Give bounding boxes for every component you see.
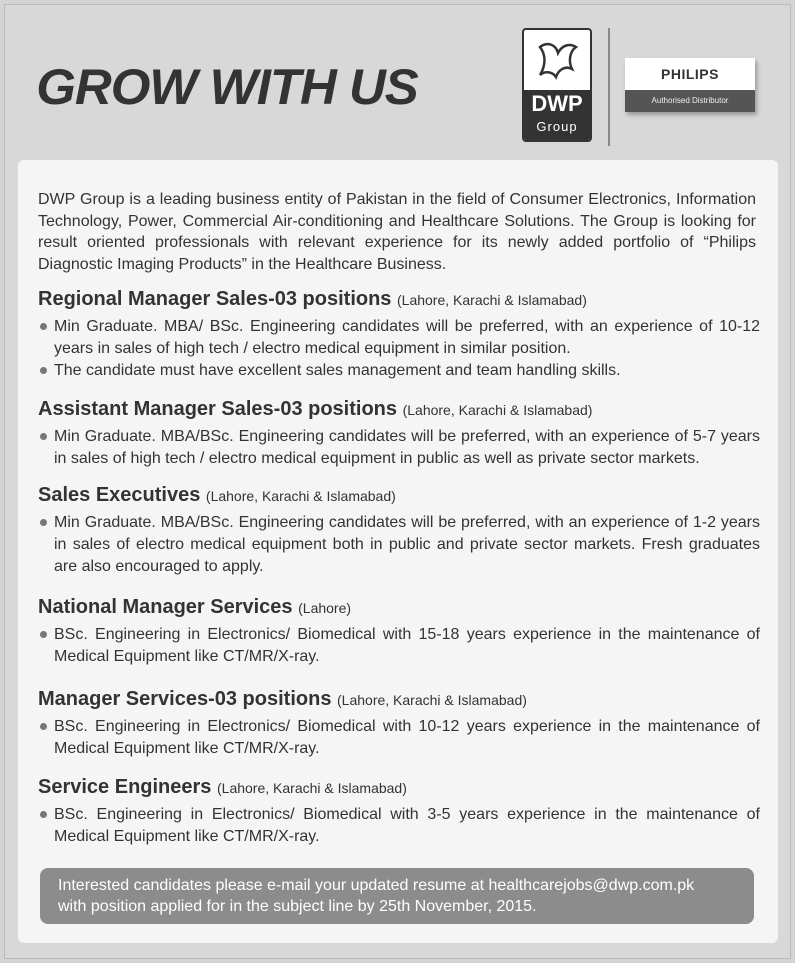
position-location: (Lahore, Karachi & Islamabad) (205, 488, 396, 504)
position-name: Sales Executives (38, 484, 201, 506)
dwp-emblem-icon (524, 30, 590, 90)
position-title (38, 286, 760, 313)
footer-line-2: with position applied for in the subject line by 25th November, 2015. (58, 898, 537, 915)
position-title (38, 686, 760, 713)
dwp-logo (522, 28, 592, 142)
requirement-text: BSc. Engineering in Electronics/ Biomedical with 10-12 years experience in the maintenance of Medical Equipment like CT/MR/X-ray. (54, 718, 760, 757)
position-name: Regional Manager Sales-03 positions (38, 288, 392, 310)
requirement-item (38, 426, 760, 470)
bullet-icon (40, 811, 47, 818)
position-section (38, 286, 760, 382)
position-section (38, 396, 760, 470)
position-location: (Lahore, Karachi & Islamabad) (402, 402, 593, 418)
bullet-icon (40, 367, 47, 374)
requirements-list (38, 316, 760, 382)
requirement-text: Min Graduate. MBA/ BSc. Engineering candidates will be preferred, with an experience of 10-12 years in sales of high tech / electro medical equipment in similar position. (54, 318, 760, 357)
philips-brand: PHILIPS (625, 58, 755, 90)
dwp-logo-sub: Group (536, 119, 578, 134)
requirements-list (38, 512, 760, 578)
intro-paragraph: DWP Group is a leading business entity of Pakistan in the field of Consumer Electronics, Information Technology, Power, Commercial Air-conditioning and Healthcare Solutions. The Group is looking for result oriented professionals with relevant experience for its newly added portfolio of “Philips Diagnostic Imaging Products” in the Healthcare Business. (38, 191, 756, 273)
dwp-logo-name: DWP (531, 91, 583, 116)
requirement-text: Min Graduate. MBA/BSc. Engineering candidates will be preferred, with an experience of 5-7 years in sales of high tech / electro medical equipment in public as well as private sector markets. (54, 428, 760, 467)
requirement-item (38, 512, 760, 578)
position-section (38, 774, 760, 848)
position-location: (Lahore) (298, 600, 352, 616)
requirement-text: Min Graduate. MBA/BSc. Engineering candidates will be preferred, with an experience of 1-2 years in sales of electro medical equipment both in public and private sector markets. Fresh graduates are also encouraged to apply. (54, 514, 760, 575)
position-name: Service Engineers (38, 776, 212, 798)
requirement-text: BSc. Engineering in Electronics/ Biomedical with 3-5 years experience in the maintenance of Medical Equipment like CT/MR/X-ray. (54, 806, 760, 845)
bullet-icon (40, 631, 47, 638)
position-location: (Lahore, Karachi & Islamabad) (337, 692, 527, 708)
position-name: Assistant Manager Sales-03 positions (38, 398, 398, 420)
position-section (38, 594, 760, 668)
requirement-item (38, 624, 760, 668)
requirement-text: The candidate must have excellent sales management and team handling skills. (54, 362, 621, 379)
bullet-icon (40, 323, 47, 330)
bullet-icon (40, 723, 47, 730)
requirement-item (38, 316, 760, 360)
position-name: National Manager Services (38, 596, 293, 618)
requirement-item (38, 716, 760, 760)
position-location: (Lahore, Karachi & Islamabad) (217, 780, 407, 796)
headline: GROW WITH US (36, 59, 418, 115)
bullet-icon (40, 519, 47, 526)
position-section (38, 686, 760, 760)
requirement-item (38, 360, 760, 382)
divider (608, 28, 610, 146)
position-name: Manager Services-03 positions (38, 688, 332, 710)
requirements-list (38, 716, 760, 760)
position-title (38, 482, 760, 509)
position-title (38, 594, 760, 621)
footer-line-1: Interested candidates please e-mail your updated resume at healthcarejobs@dwp.com.pk (58, 877, 695, 894)
position-section (38, 482, 760, 578)
position-location: (Lahore, Karachi & Islamabad) (397, 292, 587, 308)
requirements-list (38, 624, 760, 668)
bullet-icon (40, 433, 47, 440)
philips-badge (625, 58, 755, 112)
requirements-list (38, 804, 760, 848)
position-title (38, 396, 760, 423)
application-instructions (40, 868, 754, 924)
philips-tagline: Authorised Distributor (625, 90, 755, 112)
requirements-list (38, 426, 760, 470)
position-title (38, 774, 760, 801)
requirement-text: BSc. Engineering in Electronics/ Biomedical with 15-18 years experience in the maintenance of Medical Equipment like CT/MR/X-ray. (54, 626, 760, 665)
requirement-item (38, 804, 760, 848)
